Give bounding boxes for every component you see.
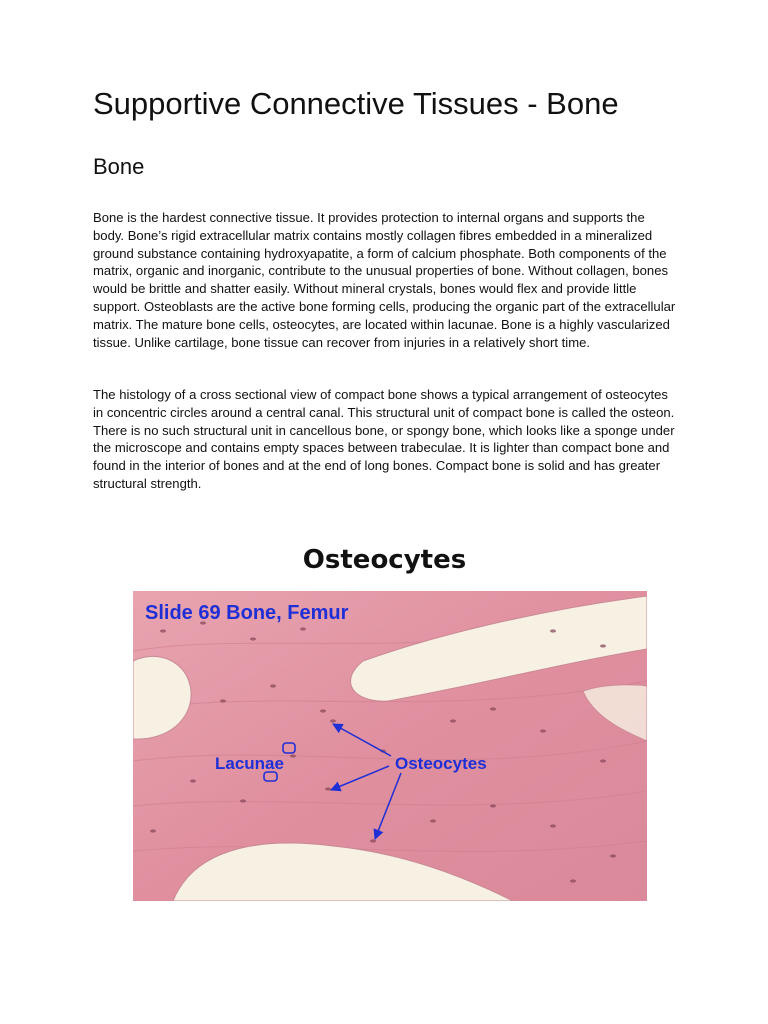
label-lacunae: Lacunae (215, 754, 284, 773)
page-title: Supportive Connective Tissues - Bone (93, 86, 619, 121)
figure (93, 515, 676, 925)
label-osteocytes: Osteocytes (395, 754, 487, 773)
slide-label: Slide 69 Bone, Femur (145, 602, 349, 624)
paragraph-1: Bone is the hardest connective tissue. It provides protection to internal organs and supports the body. Bone’s rigid extracellular matrix contains mostly collagen fibres embedded in a mineralized ground substance containing hydroxyapatite, a form of calcium phosphate. Both components of the matrix, organic and inorganic, contribute to the unusual properties of bone. Without collagen, bones would be brittle and shatter easily. Without mineral crystals, bones would flex and provide little support. Osteoblasts are the active bone forming cells, producing the organic part of the extracellular matrix. The mature bone cells, osteocytes, are located within lacunae. Bone is a highly vascularized tissue. Unlike cartilage, bone tissue can recover from injuries in a relatively short time. (93, 210, 676, 350)
figure-title: Osteocytes (302, 545, 467, 575)
section-heading: Bone (93, 154, 145, 179)
micrograph-image (133, 591, 647, 901)
paragraph-2: The histology of a cross sectional view of compact bone shows a typical arrangement of osteocytes in concentric circles around a central canal. This structural unit of compact bone is called the osteon. There is no such structural unit in cancellous bone, or spongy bone, which looks like a sponge under the microscope and contains empty spaces between trabeculae. It is lighter than compact bone and found in the interior of bones and at the end of long bones. Compact bone is solid and has greater structural strength. (93, 387, 675, 491)
